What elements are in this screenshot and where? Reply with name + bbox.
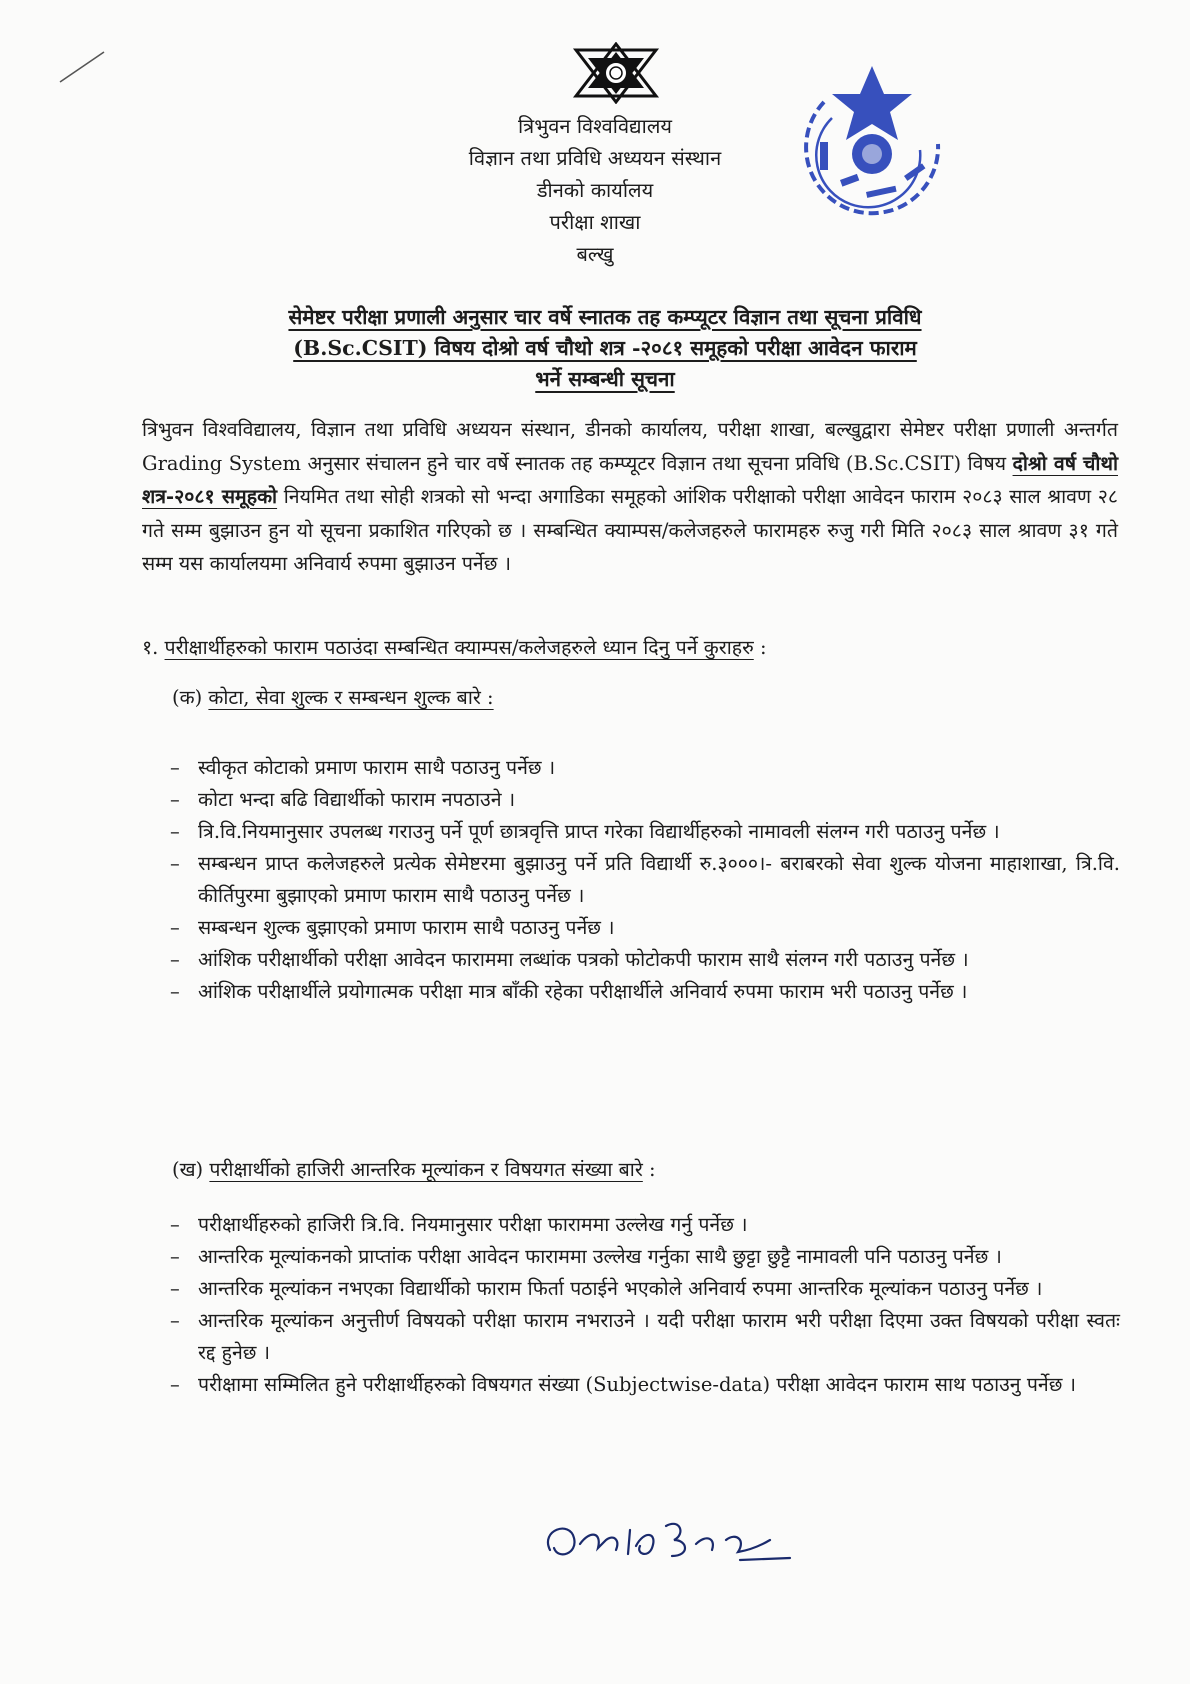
institute-name: विज्ञान तथा प्रविधि अध्ययन संस्थान — [468, 146, 722, 170]
section-1-heading — [142, 633, 767, 660]
subsection-kha-suffix: : — [642, 1158, 656, 1181]
title-line-1: सेमेष्टर परीक्षा प्रणाली अनुसार चार वर्षे स्नातक तह कम्प्यूटर विज्ञान तथा सूचना प्रविधि — [288, 305, 922, 329]
intro-text-2: नियमित तथा सोही शत्रको सो भन्दा अगाडिका समूहको आंशिक परीक्षाको परीक्षा आवेदन फाराम २०८३ साल श्रावण २८ गते सम्म बुझाउन हुन यो सूचना प्रकाशित गरिएको छ । सम्बन्धित क्याम्पस/कलेजहरुले फारामहरु रुजु गरी मिति २०८३ साल श्रावण ३१ गते सम्म यस कार्यालयमा अनिवार्य रुपमा बुझाउन पर्नेछ । — [142, 485, 1118, 575]
list-item: – आन्तरिक मूल्यांकन नभएका विद्यार्थीको फाराम फिर्ता पठाईने भएकोले अनिवार्य रुपमा आन्तरिक मूल्यांकन पठाउनु पर्नेछ । — [170, 1277, 1043, 1300]
official-stamp-icon — [780, 58, 960, 238]
list-item: – कोटा भन्दा बढि विद्यार्थीको फाराम नपठाउने । — [170, 788, 516, 811]
list-item: – परीक्षार्थीहरुको हाजिरी त्रि.वि. नियमानुसार परीक्षा फाराममा उल्लेख गर्नु पर्नेछ । — [170, 1213, 748, 1236]
title-line-3: भर्ने सम्बन्धी सूचना — [535, 367, 675, 391]
subsection-kha-marker: (ख) — [172, 1158, 204, 1181]
section-1-suffix: : — [753, 636, 767, 659]
title-line-2: (B.Sc.CSIT) विषय दोश्रो वर्ष चौथो शत्र -२०८१ समूहको परीक्षा आवेदन फाराम — [293, 336, 917, 360]
subsection-kha-heading — [172, 1155, 656, 1182]
subsection-kha-title: परीक्षार्थीको हाजिरी आन्तरिक मूल्यांकन र विषयगत संख्या बारे — [209, 1158, 643, 1181]
section-1-number: १. — [142, 636, 159, 659]
subsection-kha-list — [170, 1209, 1120, 1401]
list-item: – आन्तरिक मूल्यांकन अनुत्तीर्ण विषयको परीक्षा फाराम नभराउने । यदी परीक्षा फाराम भरी परीक्षा दिएमा उक्त विषयको परीक्षा स्वतः रद्द हुनेछ । — [170, 1309, 1120, 1364]
intro-highlight: दोश्रो वर्ष चौथो शत्र-२०८१ समूहको — [142, 451, 1118, 508]
office-name: डीनको कार्यालय — [536, 178, 654, 202]
section-1-title: परीक्षार्थीहरुको फाराम पठाउंदा सम्बन्धित क्याम्पस/कलेजहरुले ध्यान दिनु पर्ने कुराहरु — [164, 636, 754, 659]
list-item: – स्वीकृत कोटाको प्रमाण फाराम साथै पठाउनु पर्नेछ । — [170, 756, 556, 779]
subsection-ka-list — [170, 752, 1120, 1008]
intro-text-1: त्रिभुवन विश्वविद्यालय, विज्ञान तथा प्रविधि अध्ययन संस्थान, डीनको कार्यालय, परीक्षा शाखा, बल्खुद्वारा सेमेष्टर परीक्षा प्रणाली अन्तर्गत Grading System अनुसार संचालन हुने चार वर्षे स्नातक तह कम्प्यूटर विज्ञान तथा सूचना प्रविधि (B.Sc.CSIT) विषय — [142, 418, 1118, 475]
intro-paragraph — [142, 413, 1118, 581]
list-item: – आंशिक परीक्षार्थीले प्रयोगात्मक परीक्षा मात्र बाँकी रहेका परीक्षार्थीले अनिवार्य रुपमा फाराम भरी पठाउनु पर्नेछ । — [170, 980, 968, 1003]
university-emblem-icon — [572, 42, 660, 104]
scan-mark — [58, 48, 108, 84]
list-item: – आंशिक परीक्षार्थीको परीक्षा आवेदन फाराममा लब्धांक पत्रको फोटोकपी फाराम साथै संलग्न गरी पठाउनु पर्नेछ । — [170, 948, 969, 971]
university-name: त्रिभुवन विश्वविद्यालय — [517, 114, 673, 138]
location-name: बल्खु — [576, 242, 614, 266]
list-item: – सम्बन्धन प्राप्त कलेजहरुले प्रत्येक सेमेष्टरमा बुझाउनु पर्ने प्रति विद्यार्थी रु.३०००।- बराबरको सेवा शुल्क योजना माहाशाखा, त्रि.वि. कीर्तिपुरमा बुझाएको प्रमाण फाराम साथै पठाउनु पर्नेछ । — [170, 852, 1120, 907]
section-name: परीक्षा शाखा — [549, 210, 641, 234]
list-item: – त्रि.वि.नियमानुसार उपलब्ध गराउनु पर्ने पूर्ण छात्रवृत्ति प्राप्त गरेका विद्यार्थीहरुको नामावली संलग्न गरी पठाउनु पर्नेछ । — [170, 820, 1000, 843]
subsection-ka-marker: (क) — [172, 686, 203, 709]
list-item: – परीक्षामा सम्मिलित हुने परीक्षार्थीहरुको विषयगत संख्या (Subjectwise-data) परीक्षा आवेदन फाराम साथ पठाउनु पर्नेछ । — [170, 1373, 1076, 1396]
notice-title — [130, 302, 1080, 395]
handwritten-signature — [540, 1510, 800, 1570]
list-item: – सम्बन्धन शुल्क बुझाएको प्रमाण फाराम साथै पठाउनु पर्नेछ । — [170, 916, 615, 939]
subsection-ka-title: कोटा, सेवा शुल्क र सम्बन्धन शुल्क बारे : — [208, 686, 494, 709]
list-item: – आन्तरिक मूल्यांकनको प्राप्तांक परीक्षा आवेदन फाराममा उल्लेख गर्नुका साथै छुट्टा छुट्टै नामावली पनि पठाउनु पर्नेछ । — [170, 1245, 1002, 1268]
institution-header — [400, 110, 790, 270]
subsection-ka-heading — [172, 683, 494, 710]
